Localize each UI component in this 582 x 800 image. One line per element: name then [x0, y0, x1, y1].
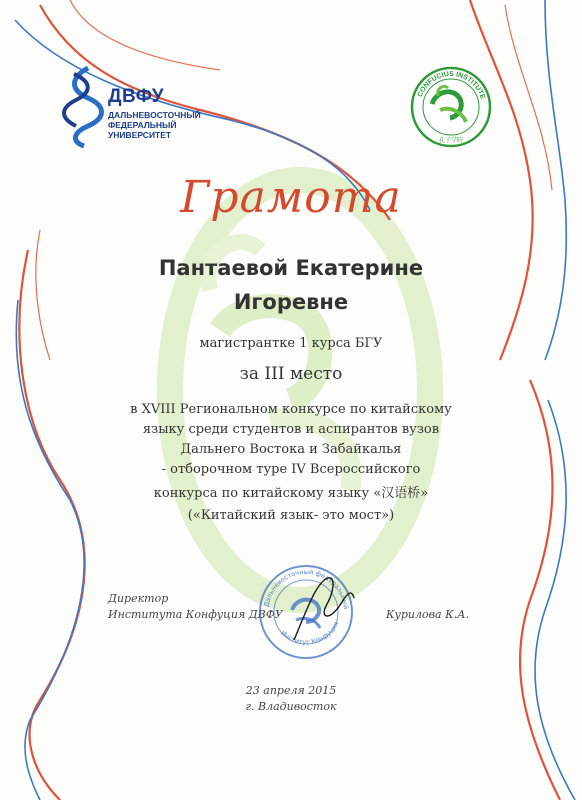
signature-role-line-2: Института Конфуция ДВФУ: [108, 608, 283, 621]
issue-city: г. Владивосток: [245, 700, 337, 713]
dvfu-emblem-icon: [62, 66, 104, 148]
signature-name: Курилова К.А.: [386, 608, 469, 621]
dvfu-line-3: УНИВЕРСИТЕТ: [108, 130, 172, 140]
stamp-bottom-text: Институт Конфуция: [279, 620, 341, 647]
body-line-4: - отборочном туре IV Всероссийского: [161, 462, 421, 477]
body-line-3: Дальнего Востока и Забайкалья: [180, 442, 402, 457]
recipient-name-line-2: Игоревне: [233, 290, 349, 314]
body-line-6: («Китайский язык- это мост»): [187, 508, 395, 523]
body-line-1: в XVIII Региональном конкурсе по китайскому: [130, 402, 452, 417]
body-line-5: конкурса по китайскому языку «汉语桥»: [153, 486, 429, 501]
signature-role-line-1: Директор: [108, 592, 169, 605]
dvfu-logo: [62, 66, 212, 150]
issue-date: 23 апреля 2015: [245, 684, 337, 697]
ci-arc-text: CONFUCIUS INSTITUTE: [416, 70, 486, 101]
certificate-title: Грамота: [180, 172, 402, 223]
body-line-2: языку среди студентов и аспирантов вузов: [142, 422, 440, 437]
confucius-institute-logo: [410, 66, 492, 148]
recipient-status: магистрантке 1 курса БГУ: [199, 336, 383, 351]
official-stamp: [256, 562, 356, 662]
dvfu-line-1: ДАЛЬНЕВОСТОЧНЫЙ: [108, 110, 201, 120]
dvfu-line-2: ФЕДЕРАЛЬНЫЙ: [108, 120, 177, 130]
recipient-name-line-1: Пантаевой Екатерине: [158, 256, 424, 280]
stamp-top-text: Дальневосточный федеральный: [262, 567, 350, 610]
confucius-watermark: [170, 180, 430, 600]
ci-chinese-text: 孔子学院: [438, 137, 464, 144]
dvfu-abbr: ДВФУ: [108, 86, 165, 107]
award-place: за III место: [239, 364, 343, 384]
svg-text:Институт Конфуция: [279, 620, 341, 646]
